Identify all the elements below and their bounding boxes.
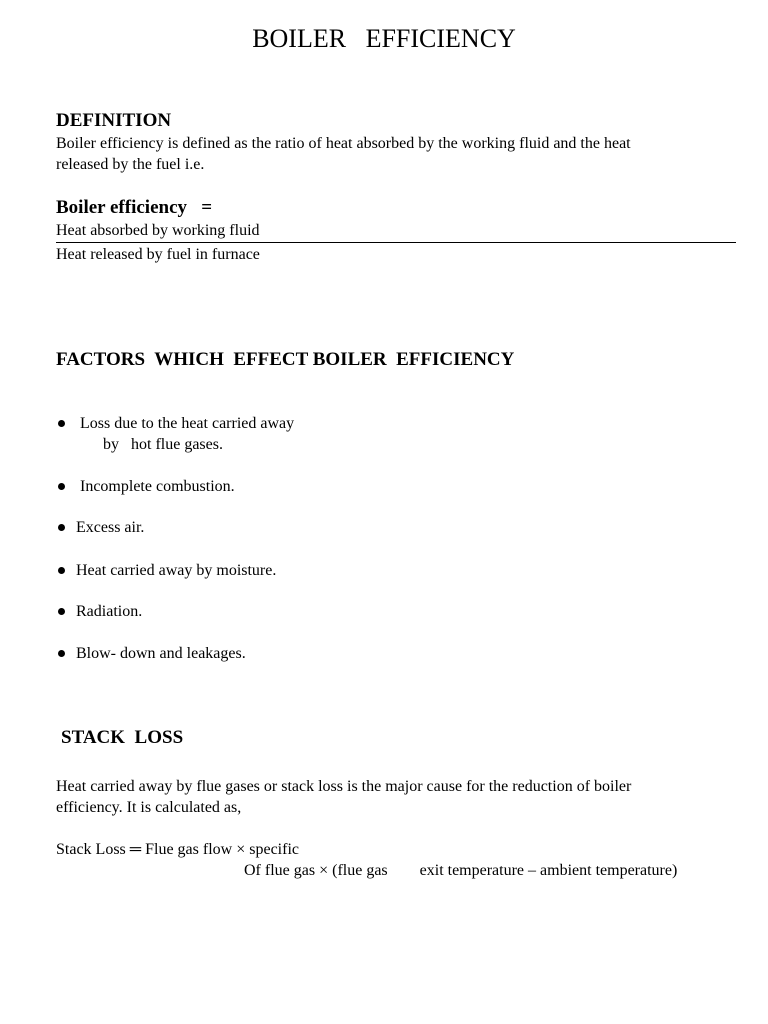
bullet-icon — [58, 567, 65, 574]
factor-item-4: Heat carried away by moisture. — [76, 562, 277, 579]
stack-loss-heading: STACK LOSS — [61, 727, 184, 748]
formula-label: Boiler efficiency = — [56, 197, 213, 218]
factors-heading: FACTORS WHICH EFFECT BOILER EFFICIENCY — [56, 349, 515, 370]
definition-heading: DEFINITION — [56, 110, 172, 131]
factor-item-5: Radiation. — [76, 603, 143, 620]
page-title: BOILER EFFICIENCY — [252, 24, 516, 53]
definition-text-line-2: released by the fuel i.e. — [56, 156, 205, 173]
factor-item-2: Incomplete combustion. — [80, 478, 235, 495]
bullet-icon — [58, 608, 65, 615]
formula-denominator: Heat released by fuel in furnace — [56, 246, 260, 263]
factor-item-3: Excess air. — [76, 519, 145, 536]
fraction-line — [56, 242, 736, 243]
factor-item-6: Blow- down and leakages. — [76, 645, 246, 662]
stack-loss-text-line-2: efficiency. It is calculated as, — [56, 799, 242, 816]
stack-loss-formula-line-2: Of flue gas × (flue gas exit temperature – ambient temperature) — [244, 862, 678, 879]
bullet-icon — [58, 524, 65, 531]
formula-numerator: Heat absorbed by working fluid — [56, 222, 260, 239]
bullet-icon — [58, 483, 65, 490]
factor-item-1-line-2: by hot flue gases. — [103, 436, 223, 453]
stack-loss-formula-line-1: Stack Loss ═ Flue gas flow × specific — [56, 841, 299, 858]
bullet-icon — [58, 650, 65, 657]
definition-text-line-1: Boiler efficiency is defined as the ratio of heat absorbed by the working fluid and the heat — [56, 135, 631, 152]
bullet-icon — [58, 420, 65, 427]
factor-item-1-line-1: Loss due to the heat carried away — [80, 415, 295, 432]
stack-loss-text-line-1: Heat carried away by flue gases or stack loss is the major cause for the reduction of boiler — [56, 778, 632, 795]
